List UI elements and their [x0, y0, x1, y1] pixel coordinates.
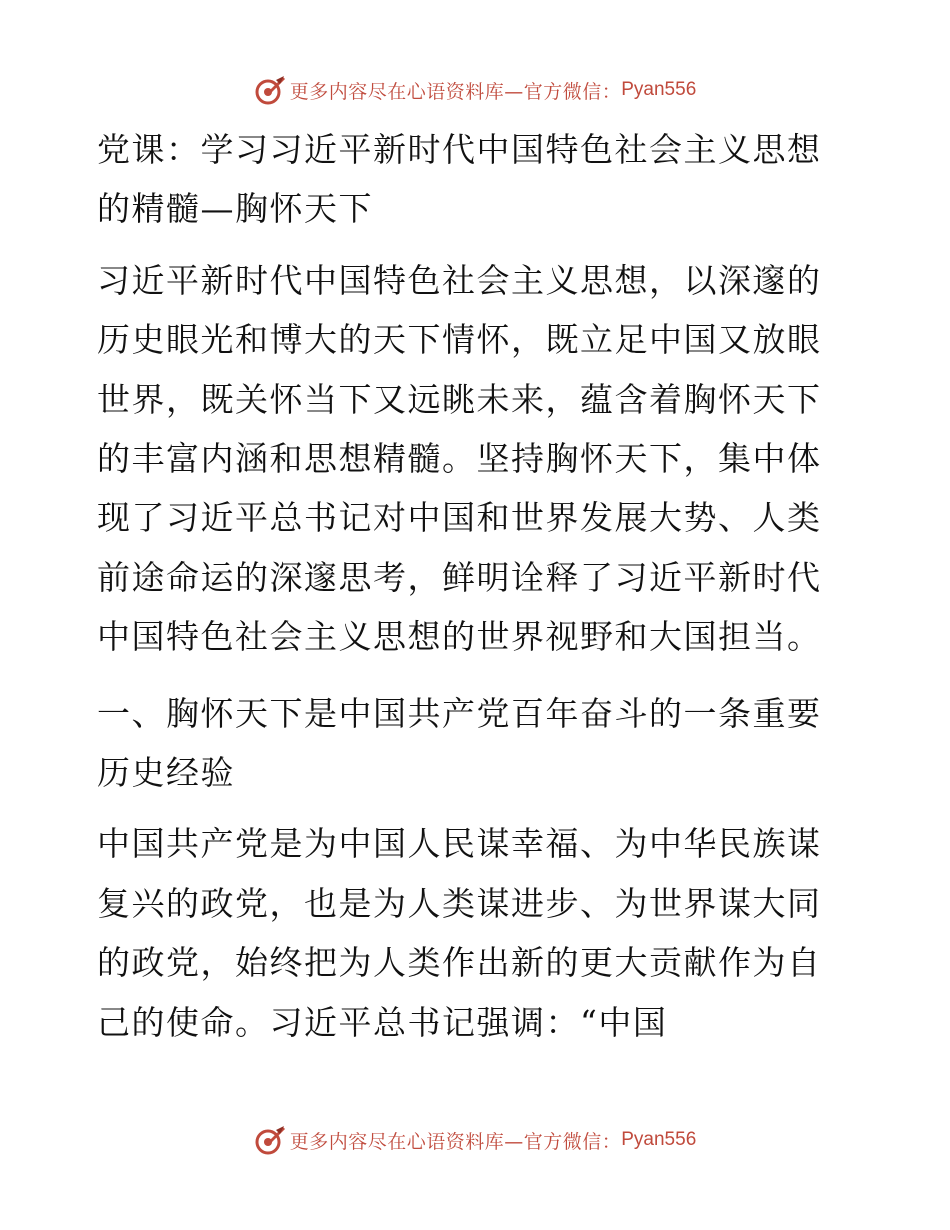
wechat-id: Pyan556 — [621, 1129, 697, 1150]
banner-text: 更多内容尽在心语资料库—官方微信： — [289, 1130, 622, 1153]
footer-banner — [0, 1120, 950, 1160]
document-body — [97, 120, 849, 1069]
document-title: 党课：学习习近平新时代中国特色社会主义思想的精髓—胸怀天下 — [97, 130, 822, 229]
wechat-id: Pyan556 — [621, 79, 697, 100]
section-paragraph: 中国共产党是为中国人民谋幸福、为中华民族谋复兴的政党，也是为人类谋进步、为世界谋大同的政党，始终把为人类作出新的更大贡献作为自己的使命。习近平总书记强调：“中国 — [97, 824, 822, 1042]
intro-paragraph: 习近平新时代中国特色社会主义思想，以深邃的历史眼光和博大的天下情怀，既立足中国又放眼世界，既关怀当下又远眺未来，蕴含着胸怀天下的丰富内涵和思想精髓。坚持胸怀天下，集中体现了习近平总书记对中国和世界发展大势、人类前途命运的深邃思考，鲜明诠释了习近平新时代中国特色社会主义思想的世界视野和大国担当。 — [97, 260, 822, 657]
header-banner — [0, 70, 950, 110]
quill-ink-logo-icon — [254, 74, 286, 106]
section-heading: 一、胸怀天下是中国共产党百年奋斗的一条重要历史经验 — [97, 693, 822, 793]
banner-text: 更多内容尽在心语资料库—官方微信： — [289, 80, 622, 103]
quill-ink-logo-icon — [254, 1124, 286, 1156]
